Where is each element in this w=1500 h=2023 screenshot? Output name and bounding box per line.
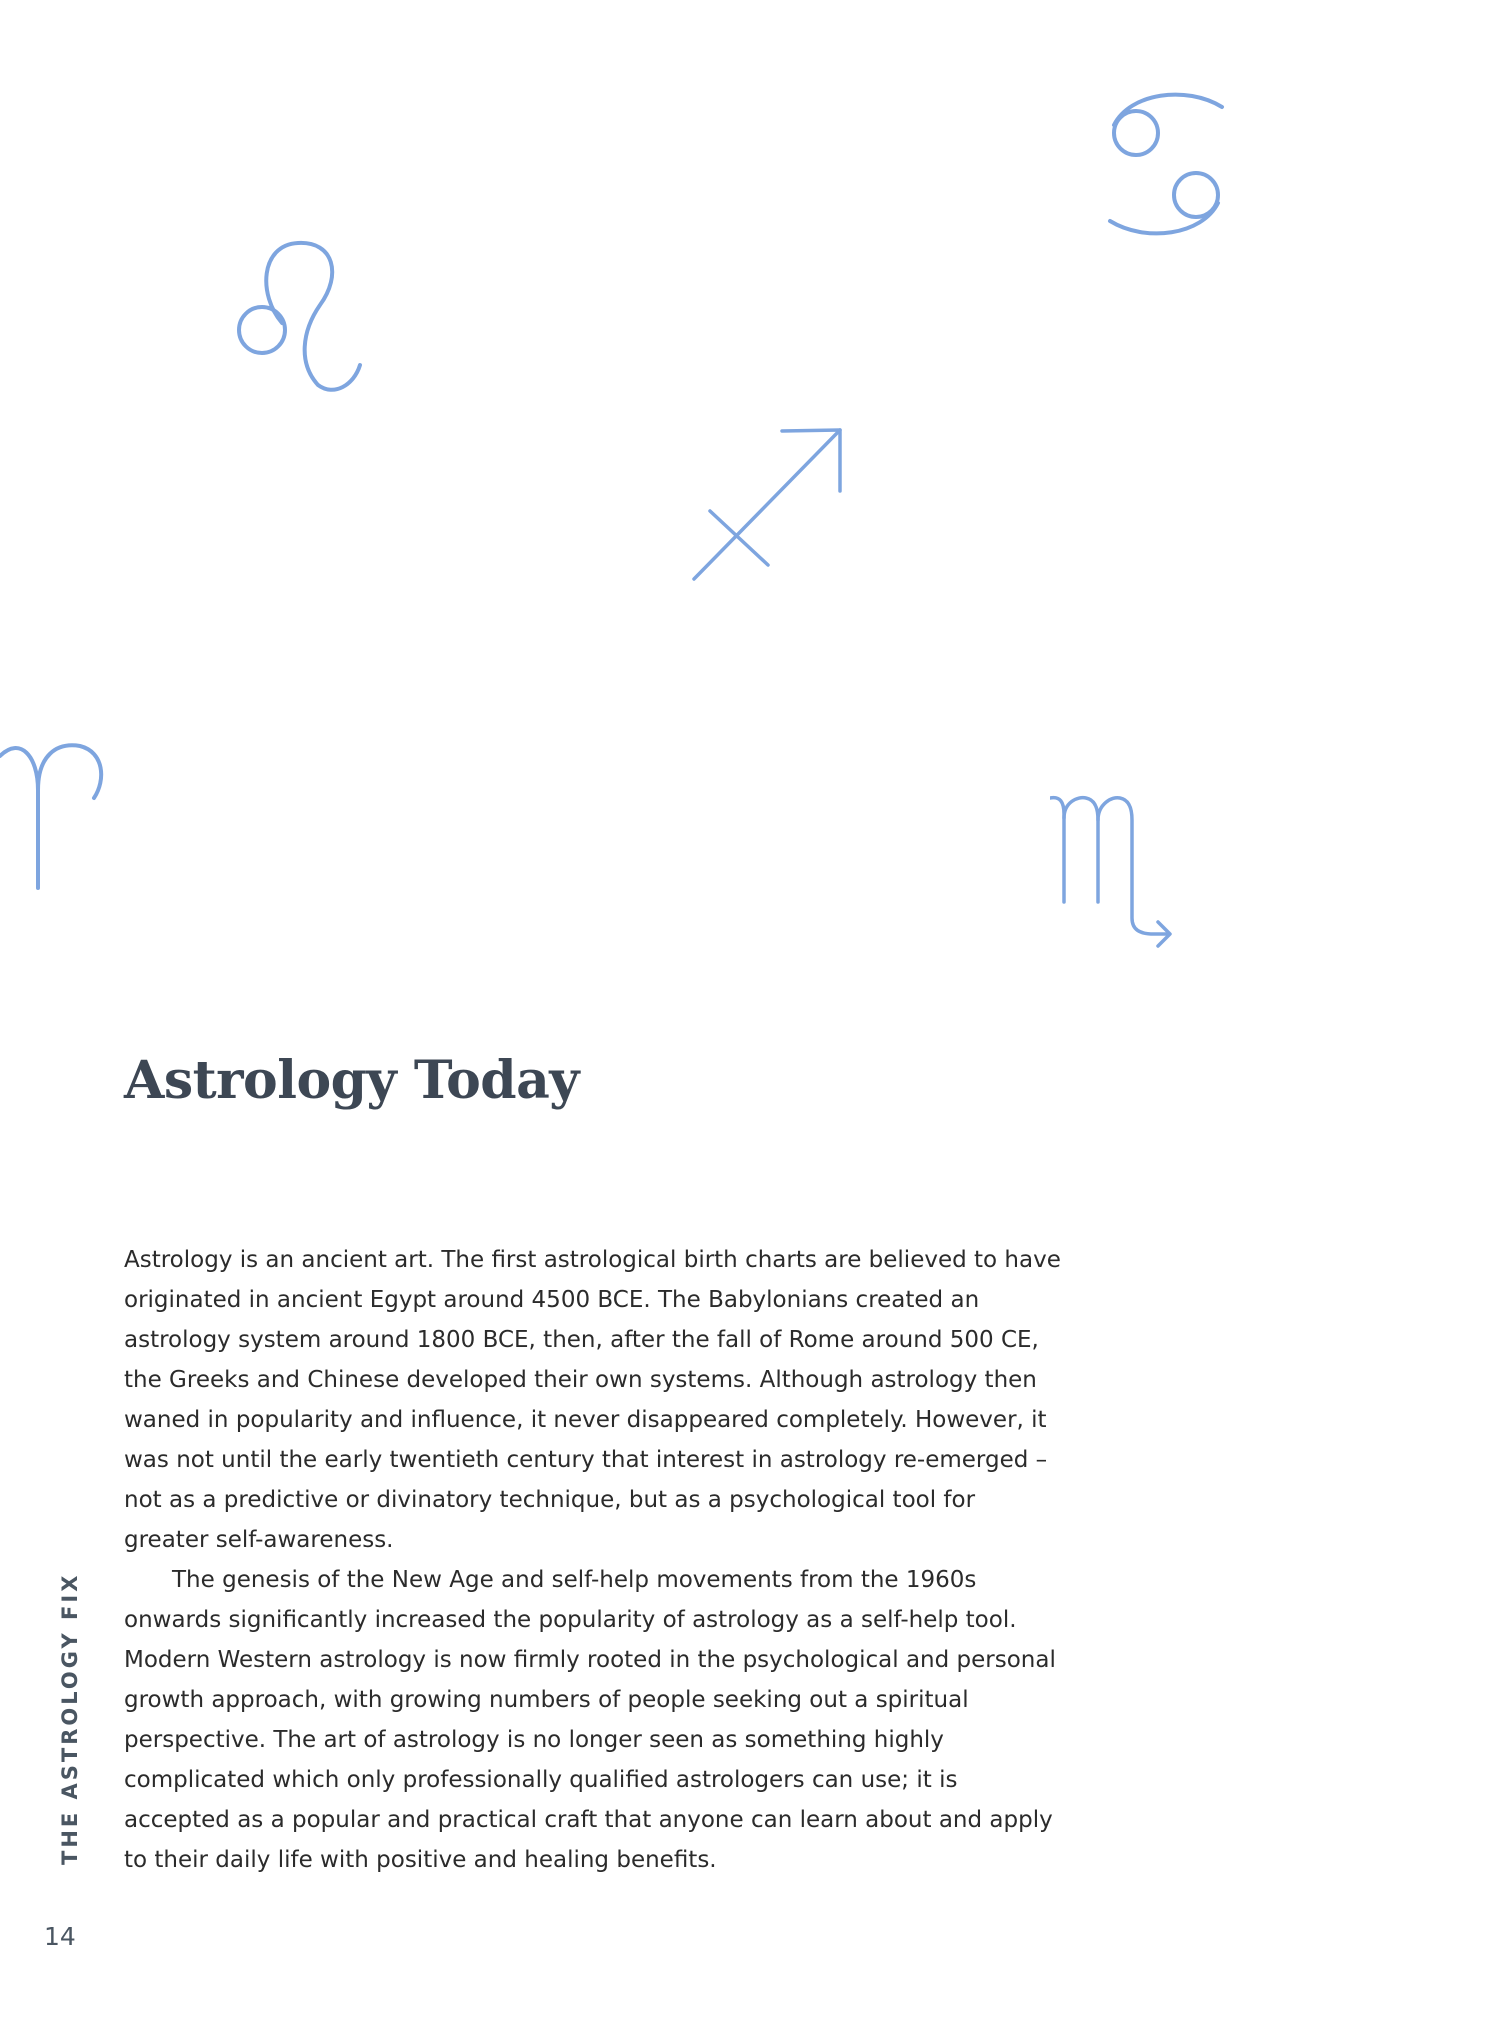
paragraph: Astrology is an ancient art. The first astrological birth charts are believed to have originated in ancient Egypt around 4500 BCE. The Babylonians created an astrology system around 1800 BCE, then, after the fall of Rome around 500 CE, the Greeks and Chinese developed their own systems. Although astrology then waned in popularity and influence, it never disappeared completely. However, it was not until the early twentieth century that interest in astrology re-emerged – not as a predictive or divinatory technique, but as a psychological tool for greater self-awareness. xyxy=(124,1247,1061,1553)
body-text xyxy=(124,1240,1064,1880)
page-number: 14 xyxy=(44,1922,76,1951)
cancer-icon xyxy=(1090,85,1240,245)
scorpio-icon xyxy=(1050,790,1180,950)
running-head: THE ASTROLOGY FIX xyxy=(58,1572,82,1865)
sagittarius-icon xyxy=(690,425,850,585)
aries-icon xyxy=(0,738,120,898)
page-title: Astrology Today xyxy=(124,1050,580,1111)
paragraph: The genesis of the New Age and self-help movements from the 1960s onwards significantly increased the popularity of astrology as a self-help tool. Modern Western astrology is now firmly rooted in the psychological and personal growth approach, with growing numbers of people seeking out a spiritual perspective. The art of astrology is no longer seen as something highly complicated which only professionally qualified astrologers can use; it is accepted as a popular and practical craft that anyone can learn about and apply to their daily life with positive and healing benefits. xyxy=(124,1567,1056,1873)
leo-icon xyxy=(230,235,380,395)
